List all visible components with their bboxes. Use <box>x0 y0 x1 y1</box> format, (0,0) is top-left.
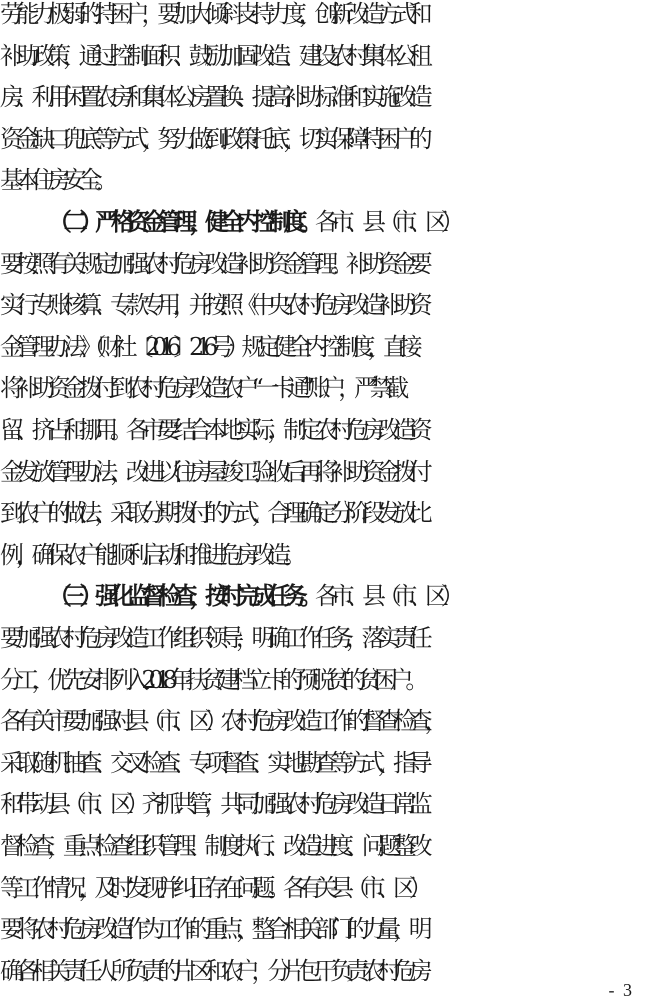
paragraph-line: 例，确保农户能顺利启动和推进危房改造。 <box>0 540 299 569</box>
paragraph-first-line <box>48 202 650 242</box>
section-heading: （三）强化监督检查，按时完成任务。 <box>48 582 316 611</box>
paragraph-line: 等工作情况，及时发现并纠正存在问题。各有关县（市、区） <box>0 873 425 902</box>
paragraph-line: 确各相关责任人所负责的片区和农户，分片包干负责农村危房 <box>0 956 425 985</box>
paragraph-line: 资金缺口兜底等方式，努力做到政策托底，切实保障特困户的 <box>0 124 425 153</box>
paragraph-line: 留、挤占和挪用。各市要结合本地实际，制定农村危房改造资 <box>0 416 425 444</box>
heading-continuation: 各市、县（市、区） <box>315 582 457 611</box>
paragraph-line: 督检查，重点检查组织管理、制度执行、改造进度、问题整改 <box>0 832 425 860</box>
paragraph-line: 采取随机抽查、交叉检查、专项督查、实地勘查等方式，指导 <box>0 748 425 777</box>
paragraph-line: 分工，优先安排列入2018年扶贫建档立卡的预脱贫的贫困户。 <box>0 665 422 694</box>
paragraph-line: 实行专账核算、专款专用，并按照《中央农村危房改造补助资 <box>0 291 425 320</box>
paragraph-line: 和带动县（市、区）齐抓共管，共同加强农村危房改造日常监 <box>0 790 425 819</box>
paragraph-line: 要加强农村危房改造工作组织领导，明确工作任务，落实责任 <box>0 624 425 652</box>
paragraph-line: 各有关市要加强对县（市、区）农村危房改造工作的督查检查， <box>0 707 441 736</box>
section-heading: （二）严格资金管理，健全内控制度。 <box>48 208 316 236</box>
paragraph-line: 金管理办法》（财社〔2016〕216号）规定健全内控制度，直接 <box>0 332 415 361</box>
paragraph-line: 劳能力极弱的特困户，要加大倾斜支持力度，创新改造方式和 <box>0 0 425 28</box>
paragraph-line: 基本住房安全。 <box>0 166 111 195</box>
paragraph-line: 要将农村危房改造作为工作的重点，整合相关部门的力量，明 <box>0 915 425 944</box>
paragraph-line: 补助政策，通过控制面积、鼓励加固改造、建设农村集体公租 <box>0 41 425 70</box>
paragraph-line: 要按照有关规定加强农村危房改造补助资金管理。补助资金要 <box>0 249 425 278</box>
paragraph-line: 金发放管理办法，改进以往房屋竣工验收后再将补助资金拨付 <box>0 457 425 486</box>
paragraph-line: 将补助资金拨付到农村危房改造农户“一卡通”账户，严禁截 <box>0 374 402 403</box>
paragraph-first-line <box>48 576 650 616</box>
paragraph-line: 房、利用闲置农房和集体公房置换、提高补助标准和实施改造 <box>0 83 425 112</box>
page-number: - 3 <box>608 980 634 1000</box>
paragraph-line: 到农户的做法，采取分期拨付的方式，合理确定分阶段发放比 <box>0 499 425 528</box>
heading-continuation: 各市、县（市、区） <box>315 208 457 236</box>
